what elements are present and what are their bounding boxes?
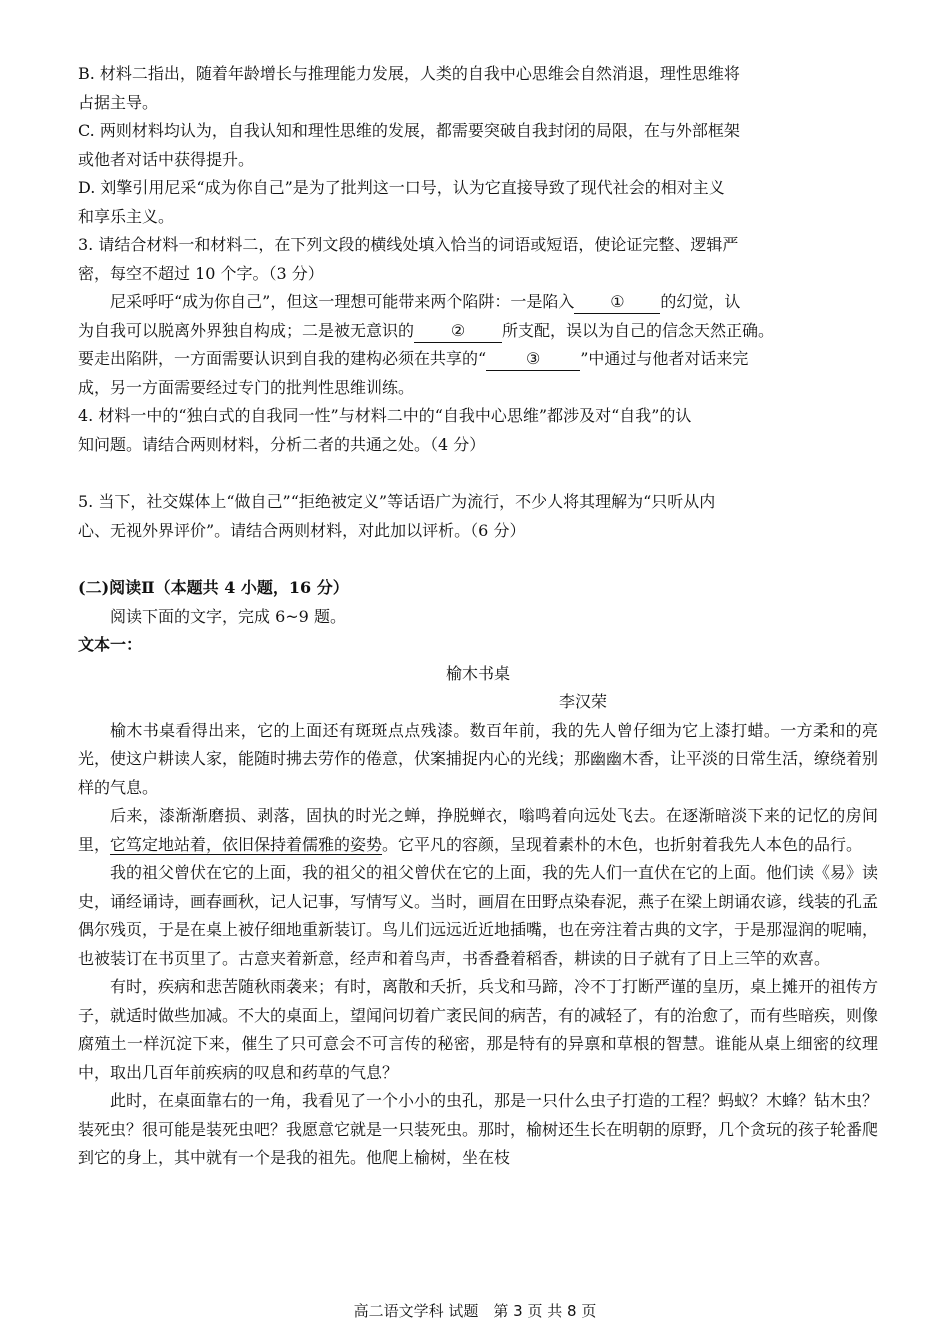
paragraph-5: 此时，在桌面靠右的一角，我看见了一个小小的虫孔，那是一只什么虫子打造的工程？蚂蚁？木蜂？钻木虫？装死虫？很可能是装死虫吧？我愿意它就是一只装死虫。那时，榆树还生长在明朝的原野，几个贪玩的孩子轮番爬到它的身上，其中就有一个是我的祖先。他爬上榆树，坐在枝: [78, 1091, 879, 1167]
text-label: 文本一：: [78, 635, 143, 654]
page-footer: 高二语文学科 试题 第 3 页 共 8 页: [353, 1302, 597, 1320]
option-b: B. 材料二指出，随着年龄增长与推理能力发展，人类的自我中心思维会自然消退，理性思维将 占据主导。: [78, 64, 740, 112]
question-5: 5. 当下，社交媒体上“做自己”“拒绝被定义”等话语广为流行，不少人将其理解为“只听从内 心、无视外界评价”。请结合两则材料，对此加以评析。（6 分）: [78, 492, 716, 540]
article-author: 李汉荣: [558, 692, 607, 711]
paragraph-2: 后来，漆渐渐磨损、剥落，固执的时光之蝉，挣脱蝉衣，嗡鸣着向远处飞去。在逐渐暗淡下来的记忆的房间里，它笃定地站着，依旧保持着儒雅的姿势。它平凡的容颜，呈现着素朴的木色，也折射着我先人本色的品行。: [78, 806, 878, 854]
option-d: D. 刘擎引用尼采“成为你自己”是为了批判这一口号，认为它直接导致了现代社会的相对主义 和享乐主义。: [78, 178, 725, 226]
question-3: 3. 请结合材料一和材料二，在下列文段的横线处填入恰当的词语或短语，使论证完整、逻辑严 密，每空不超过 10 个字。（3 分）: [78, 235, 739, 283]
blank-3[interactable]: ③: [486, 348, 580, 371]
option-c: C. 两则材料均认为，自我认知和理性思维的发展，都需要突破自我封闭的局限，在与外部框架 或他者对话中获得提升。: [78, 121, 740, 169]
exam-page: [78, 60, 878, 1173]
section-instruction: 阅读下面的文字，完成 6~9 题。: [110, 606, 346, 626]
blank-1[interactable]: ①: [574, 291, 660, 314]
underlined-sentence: 它笃定地站着，依旧保持着儒雅的姿势: [110, 834, 383, 854]
blank-2[interactable]: ②: [414, 320, 502, 343]
paragraph-3: 我的祖父曾伏在它的上面，我的祖父的祖父曾伏在它的上面，我的先人们一直伏在它的上面。他们读《易》读史，诵经诵诗，画春画秋，记人记事，写情写义。当时，画眉在田野点染春泥，燕子在梁上朗诵农谚，线装的孔孟偶尔残页，于是在桌上被仔细地重新装订。鸟儿们远远近近地插嘴，也在旁注着古典的文字，于是那湿润的呢喃，也被装订在书页里了。古意夹着新意，经声和着鸟声，书香叠着稻香，耕读的日子就有了日上三竿的欢喜。: [78, 863, 879, 968]
question-4: 4. 材料一中的“独白式的自我同一性”与材料二中的“自我中心思维”都涉及对“自我”的认 知问题。请结合两则材料，分析二者的共通之处。（4 分）: [78, 406, 692, 454]
article-title: 榆木书桌: [445, 663, 510, 683]
paragraph-1: 榆木书桌看得出来，它的上面还有斑斑点点残漆。数百年前，我的先人曾仔细为它上漆打蜡。一方柔和的亮光，使这户耕读人家，能随时拂去劳作的倦意，伏案捕捉内心的光线；那幽幽木香，让平淡的日常生活，缭绕着别样的气息。: [78, 720, 879, 797]
paragraph-4: 有时，疾病和悲苦随秋雨袭来；有时，离散和夭折，兵戈和马蹄，冷不丁打断严谨的皇历，桌上摊开的祖传方子，就适时做些加减。不大的桌面上，望闻问切着广袤民间的病苦，有的减轻了，有的治愈了，而有些暗疾，则像腐殖土一样沉淀下来，催生了只可意会不可言传的秘密，那是特有的异禀和草根的智慧。谁能从桌上细密的纹理中，取出几百年前疾病的叹息和药草的气息？: [78, 977, 879, 1082]
section-heading: (二)阅读Ⅱ（本题共 4 小题，16 分）: [78, 578, 349, 597]
fill-in-passage: 尼采呼吁“成为你自己”，但这一理想可能带来两个陷阱：一是陷入 ① 的幻觉，认 为自我可以脱离外界独自构成；二是被无意识的 ② 所支配，误以为自己的信念天然正确。 要走出陷阱，一方面需要认识到自我的建构必须在共享的“ ③ ”中通过与他者对话来完 成，另一方面需要经过专门的批判性思维训练。: [78, 292, 775, 397]
